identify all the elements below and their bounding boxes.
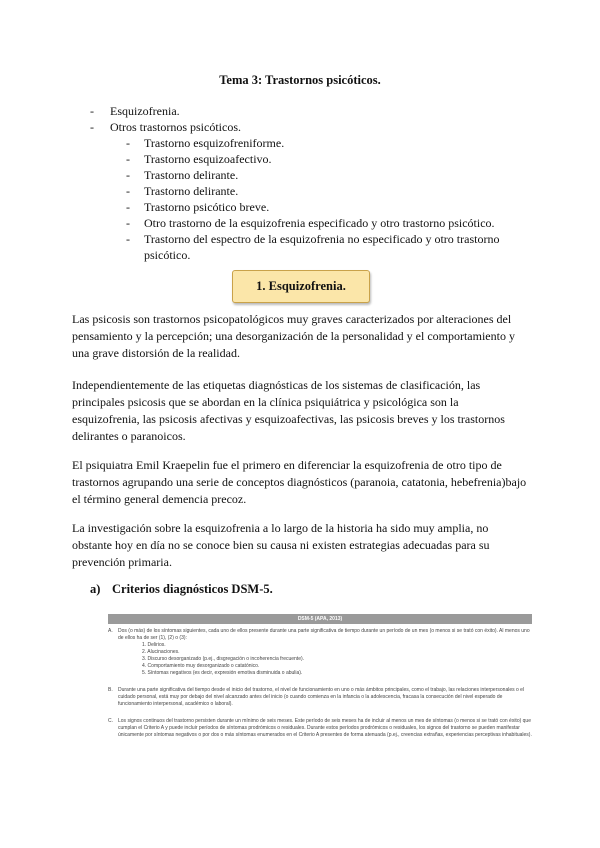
sub-list-item-label: Trastorno psicótico breve. <box>144 200 270 214</box>
list-dash: - <box>126 152 130 166</box>
sub-list-item <box>90 151 514 167</box>
subsection-letter: a) <box>90 582 101 596</box>
sub-list-item-label: Trastorno delirante. <box>144 184 239 198</box>
criterion-text: Durante una parte significativa del tiempo desde el inicio del trastorno, el nivel de funcionamiento en uno o más ámbitos principales, como el trabajo, las relaciones interpersonales o el cuidado personal, está muy por debajo del nivel alcanzado antes del inicio (o cuando comienza en la infancia o la adolescencia, fracasa la consecución del nivel esperado de funcionamiento interpersonal, académico o laboral). <box>118 687 525 707</box>
criterion-a <box>108 628 532 677</box>
list-item <box>90 119 514 135</box>
list-dash: - <box>126 216 130 230</box>
list-dash: - <box>90 120 94 134</box>
list-dash: - <box>126 136 130 150</box>
sub-list-item <box>90 135 514 151</box>
list-item-label: Otros trastornos psicóticos. <box>110 120 241 134</box>
list-dash: - <box>126 200 130 214</box>
sub-list-item-label: Trastorno esquizofreniforme. <box>144 136 285 150</box>
paragraph: La investigación sobre la esquizofrenia a lo largo de la historia ha sido muy amplia, no obstante hoy en día no se conoce bien su causa ni existen estrategias adecuadas para su prevención primaria. <box>72 521 490 569</box>
list-dash: - <box>90 104 94 118</box>
list-dash: - <box>126 184 130 198</box>
criterion-item: 1. Delirios. <box>142 642 166 648</box>
sub-list-item <box>90 199 514 215</box>
criterion-item: 5. Síntomas negativos (es decir, expresión emotiva disminuida o abulia). <box>142 670 303 676</box>
paragraph: El psiquiatra Emil Kraepelin fue el primero en diferenciar la esquizofrenia de otro tipo de trastornos agrupando una serie de conceptos diagnósticos (paranoia, catatonia, hebefrenia)bajo el término general demencia precoz. <box>72 458 527 506</box>
criterion-item: 3. Discurso desorganizado (p.ej., disgregación o incoherencia frecuente). <box>142 656 305 662</box>
criterion-c <box>108 718 532 739</box>
sub-list-item <box>90 167 514 183</box>
criterion-item: 4. Comportamiento muy desorganizado o catatónico. <box>142 663 260 669</box>
list-dash: - <box>126 232 130 246</box>
page-title: Tema 3: Trastornos psicóticos. <box>219 73 381 87</box>
list-item-label: Esquizofrenia. <box>110 104 180 118</box>
criterion-text: Los signos continuos del trastorno persisten durante un mínimo de seis meses. Este período de seis meses ha de incluir al menos un mes de síntomas (o menos si se trató con éxito) que cumplan el Criterio A y puede incluir períodos de síntomas prodrómicos o residuales. Durante estos períodos prodrómicos o residuales, los signos del trastorno se pueden manifestar únicamente por síntomas negativos o por dos o más síntomas enumerados en el Criterio A presentes de forma atenuada (p.ej., creencias extrañas, experiencias perceptivas inhabituales). <box>118 718 532 738</box>
sub-list-item <box>90 231 514 263</box>
sub-list-item-label: Otro trastorno de la esquizofrenia especificado y otro trastorno psicótico. <box>144 216 495 230</box>
list-dash: - <box>126 168 130 182</box>
criterion-text: Dos (o más) de los síntomas siguientes, cada uno de ellos presente durante una parte significativa de tiempo durante un período de un mes (o menos si se trató con éxito). Al menos uno de ellos ha de ser (1), (2) o (3): <box>118 628 530 641</box>
sub-list-item <box>90 183 514 199</box>
paragraph: Las psicosis son trastornos psicopatológicos muy graves caracterizados por alteraciones del pensamiento y la percepción; una desorganización de la personalidad y el comportamiento y una grave distorsión de la realidad. <box>72 312 515 360</box>
section-heading-box: 1. Esquizofrenia. <box>232 270 370 303</box>
list-item <box>90 103 514 119</box>
criterion-letter: A. <box>108 628 113 634</box>
sub-list-item-label: Trastorno del espectro de la esquizofrenia no especificado y otro trastorno psicótico. <box>144 232 500 262</box>
criterion-item: 2. Alucinaciones. <box>142 649 180 655</box>
subsection-heading <box>90 582 273 597</box>
topic-list <box>90 103 514 263</box>
criterion-letter: B. <box>108 687 113 693</box>
table-header: DSM-5 (APA, 2013) <box>108 614 532 624</box>
sub-list-item <box>90 215 514 231</box>
sub-list-item-label: Trastorno esquizoafectivo. <box>144 152 272 166</box>
criterion-b <box>108 687 532 708</box>
dsm5-criteria-table <box>108 614 532 774</box>
criterion-letter: C. <box>108 718 113 724</box>
subsection-title: Criterios diagnósticos DSM-5. <box>112 582 273 596</box>
sub-list-item-label: Trastorno delirante. <box>144 168 239 182</box>
paragraph: Independientemente de las etiquetas diagnósticas de los sistemas de clasificación, las principales psicosis que se abordan en la clínica psiquiátrica y psicológica son la esquizofrenia, las psicosis afectivas y esquizoafectivas, las psicosis breves y los trastornos delirantes o paranoicos. <box>72 378 505 443</box>
